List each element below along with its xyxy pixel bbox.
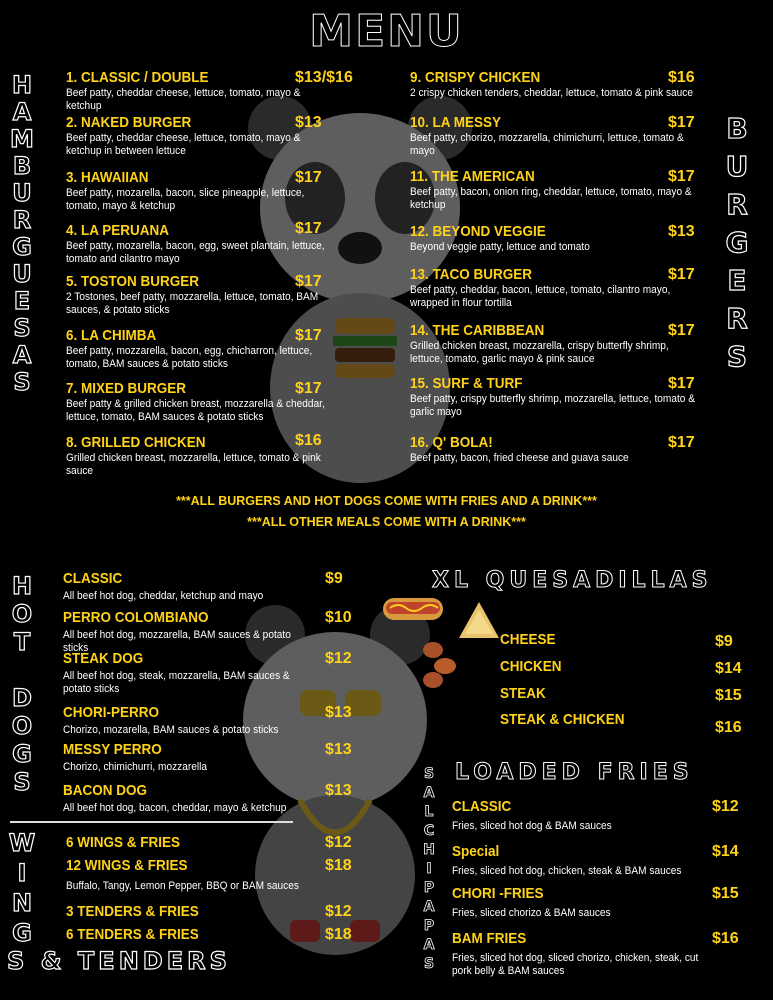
side-letter: H	[11, 71, 33, 99]
side-letter: S	[13, 768, 31, 796]
item-name: 12. BEYOND VEGGIE	[410, 223, 546, 240]
item-price: $12	[325, 903, 352, 920]
item-description: Beef patty, cheddar cheese, lettuce, tomato, mayo & ketchup in between lettuce	[66, 132, 301, 157]
item-description: Beef patty, chorizo, mozzarella, chimichurri, lettuce, tomato & mayo	[410, 132, 684, 157]
item-description: 2 crispy chicken tenders, cheddar, lettuce, tomato & pink sauce	[410, 87, 693, 99]
item-name: 13. TACO BURGER	[410, 266, 533, 283]
side-letter: I	[426, 861, 432, 877]
side-letter: I	[17, 859, 27, 887]
item-description: Beef patty, mozarella, bacon, egg, sweet plantain, lettuce, tomato and cilantro mayo	[66, 240, 325, 265]
item-description: Beef patty, mozarella, bacon, slice pineapple, lettuce, tomato, mayo & ketchup	[66, 187, 305, 212]
side-letter: B	[726, 112, 748, 145]
item-price: $17	[295, 169, 322, 186]
side-letter: H	[11, 572, 33, 600]
item-name: CHORI -FRIES	[452, 885, 544, 902]
item-description: Beef patty, cheddar, bacon, lettuce, tomato, cilantro mayo, wrapped in flour tortilla	[410, 284, 671, 309]
item-name: 8. GRILLED CHICKEN	[66, 434, 206, 451]
item-name: 15. SURF & TURF	[410, 375, 523, 392]
item-description: Beef patty, bacon, onion ring, cheddar, lettuce, tomato, mayo & ketchup	[410, 186, 692, 211]
item-price: $9	[325, 570, 343, 587]
item-price: $17	[295, 273, 322, 290]
item-description: Grilled chicken breast, mozzarella, crispy butterfly shrimp, lettuce, tomato, garlic mayo & pink sauce	[410, 340, 669, 365]
item-price: $17	[295, 327, 322, 344]
item-name: 16. Q' BOLA!	[410, 434, 493, 451]
item-price: $16	[295, 432, 322, 449]
side-letter: O	[11, 600, 33, 628]
item-description: Grilled chicken breast, mozzarella, lettuce, tomato & pink sauce	[66, 452, 321, 477]
side-letter: A	[423, 785, 435, 801]
item-price: $16	[712, 930, 739, 947]
item-name: 6 WINGS & FRIES	[66, 834, 181, 851]
item-price: $16	[668, 69, 695, 86]
item-name: MESSY PERRO	[63, 741, 162, 758]
side-letter: O	[11, 712, 33, 740]
side-letter: A	[423, 899, 435, 915]
item-name: CHICKEN	[500, 658, 562, 675]
item-name: 11. THE AMERICAN	[410, 168, 535, 185]
item-price: $18	[325, 926, 352, 943]
side-label-hamburguesas	[7, 72, 37, 396]
item-name: 10. LA MESSY	[410, 114, 502, 131]
item-price: $17	[668, 375, 695, 392]
section-divider	[10, 821, 293, 823]
side-letter: R	[726, 188, 748, 221]
item-name: 2. NAKED BURGER	[66, 114, 192, 131]
side-letter: C	[423, 823, 435, 839]
item-name: STEAK DOG	[63, 650, 144, 667]
side-letter: S	[423, 766, 435, 782]
item-description: Beef patty, cheddar cheese, lettuce, tomato, mayo & ketchup	[66, 87, 301, 112]
item-price: $18	[325, 857, 352, 874]
menu-title: MENU	[309, 6, 464, 57]
item-name: 7. MIXED BURGER	[66, 380, 187, 397]
side-letter: R	[726, 302, 748, 335]
item-description: 2 Tostones, beef patty, mozzarella, lettuce, tomato, BAM sauces, & potato sticks	[66, 291, 319, 316]
side-letter: H	[423, 842, 435, 858]
item-name: STEAK	[500, 685, 546, 702]
side-label-wings	[7, 828, 37, 948]
side-letter	[7, 656, 37, 684]
side-letter: E	[727, 264, 747, 297]
item-name: CLASSIC	[452, 798, 512, 815]
item-name: 6 TENDERS & FRIES	[66, 926, 199, 943]
side-letter: U	[725, 150, 749, 183]
item-price: $13	[295, 114, 322, 131]
side-label-hot-dogs	[7, 572, 37, 796]
item-price: $12	[325, 834, 352, 851]
item-price: $17	[668, 434, 695, 451]
item-name: 4. LA PERUANA	[66, 222, 170, 239]
item-price: $17	[668, 114, 695, 131]
side-letter: E	[13, 287, 31, 315]
side-letter: S	[13, 314, 31, 342]
item-description: Buffalo, Tangy, Lemon Pepper, BBQ or BAM sauces	[66, 880, 299, 892]
side-letter: R	[12, 206, 32, 234]
item-name: BAM FRIES	[452, 930, 527, 947]
item-name: 5. TOSTON BURGER	[66, 273, 200, 290]
item-price: $16	[715, 719, 742, 736]
quesadilla-icon	[455, 598, 503, 646]
side-letter: G	[12, 233, 32, 261]
side-letter: U	[12, 260, 32, 288]
item-price: $17	[668, 266, 695, 283]
item-name: 3. HAWAIIAN	[66, 169, 149, 186]
item-price: $12	[712, 798, 739, 815]
item-price: $17	[295, 380, 322, 397]
item-name: Special	[452, 843, 500, 860]
item-description: Beyond veggie patty, lettuce and tomato	[410, 241, 590, 253]
item-name: 14. THE CARIBBEAN	[410, 322, 545, 339]
item-price: $13	[668, 223, 695, 240]
note-drink: ***ALL OTHER MEALS COME WITH A DRINK***	[247, 515, 526, 529]
item-price: $15	[712, 885, 739, 902]
quesadillas-heading: XL QUESADILLAS	[432, 568, 713, 593]
side-letter: A	[12, 341, 32, 369]
side-letter: P	[423, 918, 435, 934]
item-name: BACON DOG	[63, 782, 148, 799]
item-price: $15	[715, 687, 742, 704]
item-description: Beef patty, crispy butterfly shrimp, mozzarella, lettuce, tomato & garlic mayo	[410, 393, 695, 418]
item-price: $13	[325, 741, 352, 758]
side-letter: S	[13, 368, 31, 396]
item-name: PERRO COLOMBIANO	[63, 609, 209, 626]
item-price: $14	[715, 660, 742, 677]
item-price: $10	[325, 609, 352, 626]
side-letter: G	[725, 226, 749, 259]
side-letter: P	[423, 880, 435, 896]
item-description: Beef patty, bacon, fried cheese and guava sauce	[410, 452, 629, 464]
item-price: $17	[295, 220, 322, 237]
item-description: Beef patty, mozzarella, bacon, egg, chicharron, lettuce, tomato, BAM sauces & potato sticks	[66, 345, 313, 370]
item-description: All beef hot dog, steak, mozzarella, BAM sauces & potato sticks	[63, 670, 290, 695]
item-description: All beef hot dog, cheddar, ketchup and mayo	[63, 590, 264, 602]
side-letter: N	[11, 889, 33, 917]
item-description: All beef hot dog, mozzarella, BAM sauces & potato sticks	[63, 629, 291, 654]
item-name: 1. CLASSIC / DOUBLE	[66, 69, 209, 86]
side-label-salchipapas	[421, 765, 437, 974]
item-description: All beef hot dog, bacon, cheddar, mayo & ketchup	[63, 802, 287, 814]
item-name: CLASSIC	[63, 570, 123, 587]
item-price: $17	[668, 168, 695, 185]
item-description: Fries, sliced hot dog, sliced chorizo, chicken, steak, cut pork belly & BAM sauces	[452, 952, 699, 977]
side-letter: W	[8, 829, 36, 857]
side-letter: G	[12, 919, 32, 947]
side-letter: S	[423, 956, 435, 972]
item-name: STEAK & CHICKEN	[500, 711, 625, 728]
item-description: Beef patty & grilled chicken breast, mozzarella & cheddar, lettuce, tomato, BAM sauces & potato sticks	[66, 398, 325, 423]
item-name: 12 WINGS & FRIES	[66, 857, 188, 874]
side-label-wings-tail: S & TENDERS	[7, 947, 231, 975]
side-letter: L	[424, 804, 434, 820]
side-letter: A	[423, 937, 435, 953]
loaded-fries-heading: LOADED FRIES	[455, 760, 694, 785]
item-description: Chorizo, chimichurri, mozzarella	[63, 761, 207, 773]
side-letter: G	[12, 740, 32, 768]
item-price: $12	[325, 650, 352, 667]
item-name: 3 TENDERS & FRIES	[66, 903, 199, 920]
item-price: $9	[715, 633, 733, 650]
item-description: Fries, sliced hot dog & BAM sauces	[452, 820, 612, 832]
side-label-burgers	[722, 110, 752, 376]
side-letter: M	[10, 125, 34, 153]
side-letter: S	[726, 340, 748, 373]
side-letter: B	[12, 152, 32, 180]
item-description: Chorizo, mozarella, BAM sauces & potato sticks	[63, 724, 279, 736]
item-price: $17	[668, 322, 695, 339]
item-price: $13	[325, 704, 352, 721]
item-description: Fries, sliced chorizo & BAM sauces	[452, 907, 611, 919]
item-name: 9. CRISPY CHICKEN	[410, 69, 541, 86]
item-price: $14	[712, 843, 739, 860]
side-letter: T	[13, 628, 31, 656]
item-price: $13	[325, 782, 352, 799]
item-price: $13/$16	[295, 69, 353, 86]
side-letter: D	[12, 684, 32, 712]
side-letter: A	[12, 98, 32, 126]
item-description: Fries, sliced hot dog, chicken, steak & BAM sauces	[452, 865, 682, 877]
item-name: CHEESE	[500, 631, 556, 648]
note-fries-drink: ***ALL BURGERS AND HOT DOGS COME WITH FRIES AND A DRINK***	[176, 494, 597, 508]
item-name: CHORI-PERRO	[63, 704, 160, 721]
side-letter: U	[12, 179, 32, 207]
item-name: 6. LA CHIMBA	[66, 327, 157, 344]
